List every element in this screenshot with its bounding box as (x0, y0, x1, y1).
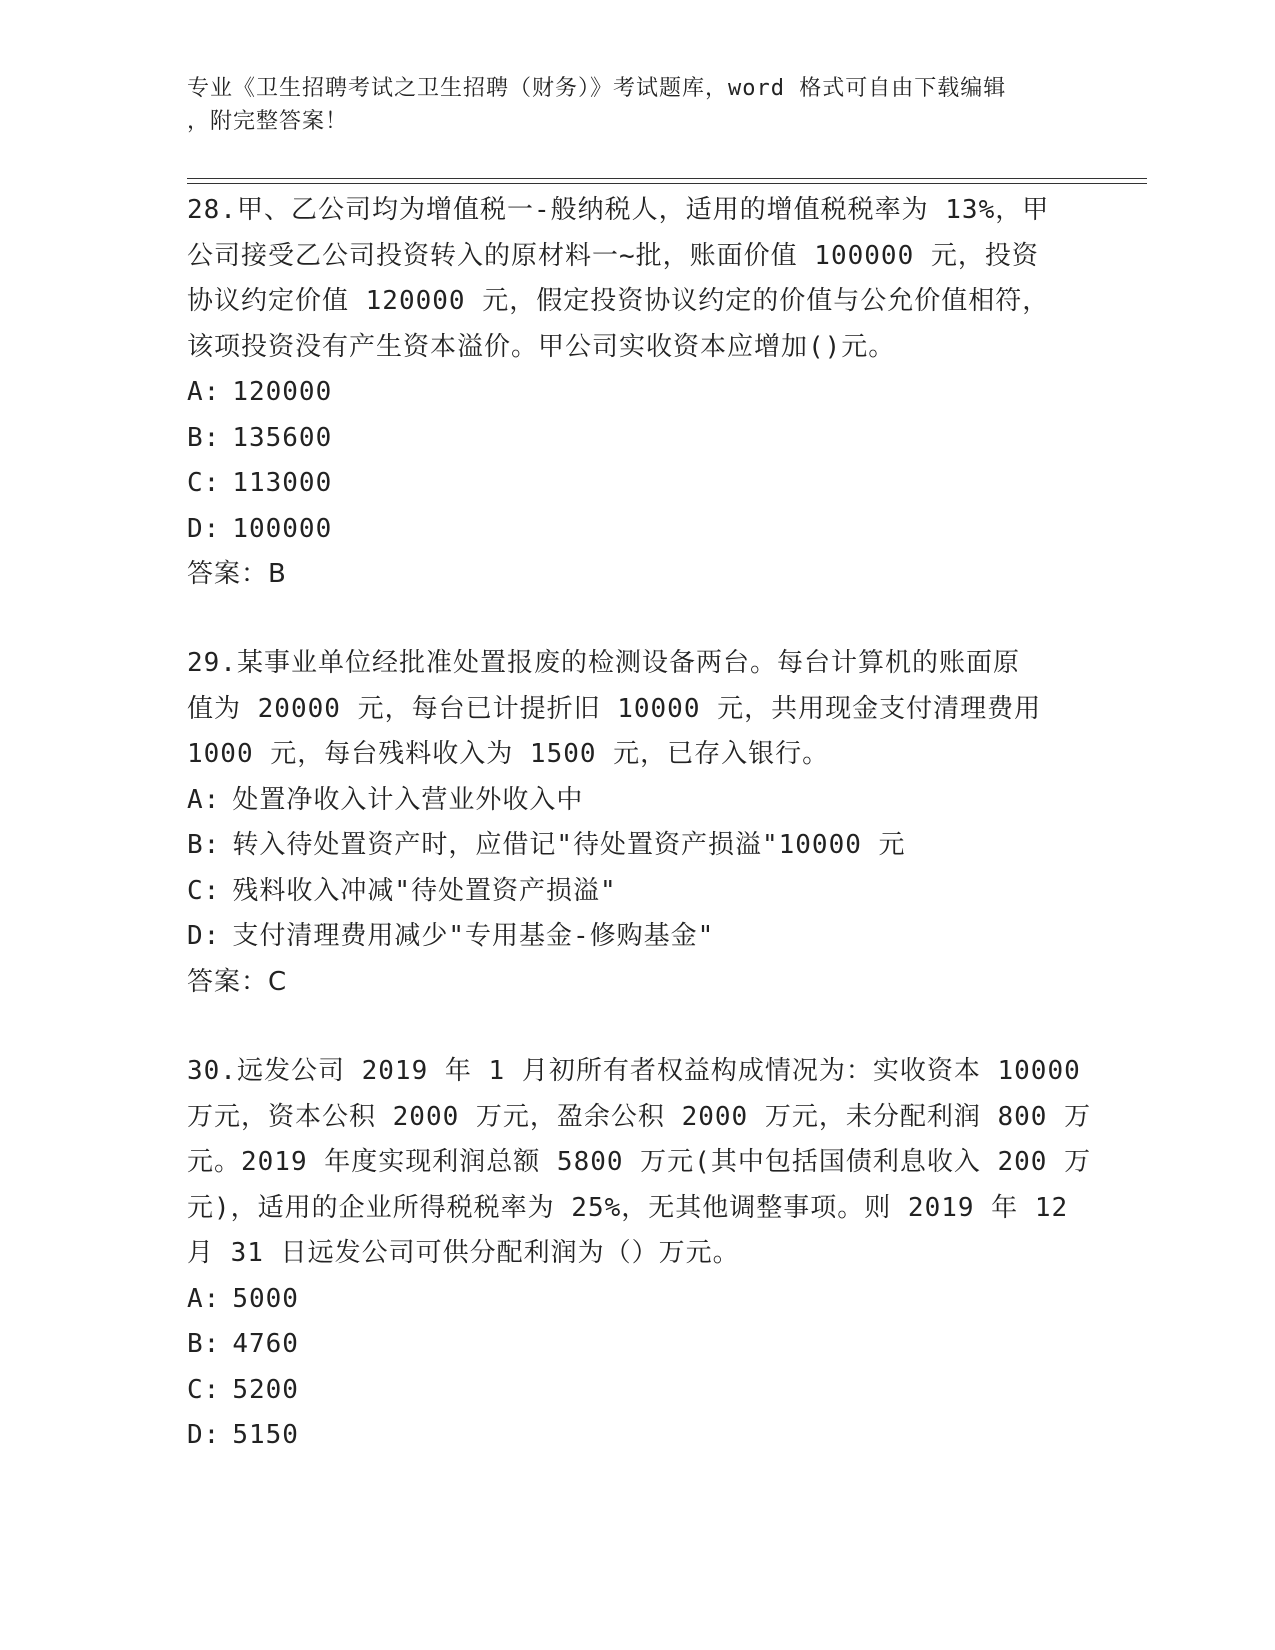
option-text: 5150 (232, 1420, 299, 1450)
question-stem (187, 641, 1087, 778)
option-c (187, 1368, 1087, 1414)
option-d (187, 1413, 1087, 1459)
option-d (187, 507, 1087, 553)
option-text: 5200 (232, 1374, 299, 1405)
option-b (187, 1322, 1087, 1368)
option-text: 100000 (232, 513, 333, 544)
stem-line: 元。2019 年度实现利润总额 5800 万元(其中包括国债利息收入 200 万 (187, 1147, 1092, 1177)
document-header (187, 72, 1067, 138)
option-text: 支付清理费用减少"专用基金-修购基金" (232, 921, 715, 951)
option-text: 4760 (232, 1329, 299, 1359)
option-a (187, 370, 1087, 416)
option-text: 处置净收入计入营业外收入中 (232, 784, 584, 815)
option-letter: A: (187, 1283, 221, 1314)
option-b (187, 416, 1087, 462)
option-text: 113000 (232, 468, 333, 498)
stem-line: 元)，适用的企业所得税税率为 25%，无其他调整事项。则 2019 年 12 (187, 1192, 1069, 1223)
question-29 (187, 641, 1087, 1005)
question-30 (187, 1049, 1092, 1459)
answer-line: 答案：B (187, 559, 287, 589)
stem-line: 30.远发公司 2019 年 1 月初所有者权益构成情况为：实收资本 10000 (187, 1056, 1081, 1086)
option-letter: D: (187, 513, 221, 544)
header-divider-bottom (187, 183, 1147, 184)
option-letter: C: (187, 468, 221, 498)
stem-line: 该项投资没有产生资本溢价。甲公司实收资本应增加()元。 (187, 331, 896, 362)
stem-line: 万元，资本公积 2000 万元，盈余公积 2000 万元，未分配利润 800 万 (187, 1101, 1092, 1132)
option-c (187, 461, 1087, 507)
question-stem (187, 1049, 1092, 1277)
stem-line: 协议约定价值 120000 元，假定投资协议约定的价值与公允价值相符， (187, 286, 1050, 316)
stem-line: 1000 元，每台残料收入为 1500 元，已存入银行。 (187, 739, 830, 769)
header-divider-top (187, 178, 1147, 179)
option-d (187, 914, 1087, 960)
question-28 (187, 188, 1087, 598)
question-stem (187, 188, 1087, 370)
option-letter: A: (187, 784, 221, 815)
option-c (187, 869, 1087, 915)
option-text: 135600 (232, 422, 333, 453)
option-letter: B: (187, 830, 221, 860)
option-letter: D: (187, 921, 221, 951)
stem-line: 月 31 日远发公司可供分配利润为（）万元。 (187, 1238, 740, 1268)
option-letter: B: (187, 422, 221, 453)
option-letter: C: (187, 875, 221, 906)
stem-line: 值为 20000 元，每台已计提折旧 10000 元，共用现金支付清理费用 (187, 693, 1042, 724)
option-letter: B: (187, 1329, 221, 1359)
option-a (187, 1277, 1087, 1323)
option-text: 120000 (232, 377, 333, 407)
stem-line: 公司接受乙公司投资转入的原材料一~批，账面价值 100000 元，投资 (187, 240, 1039, 271)
option-text: 5000 (232, 1283, 299, 1314)
option-b (187, 823, 1087, 869)
header-line-1: 专业《卫生招聘考试之卫生招聘（财务）》考试题库，word 格式可自由下载编辑 (187, 76, 1007, 101)
option-letter: C: (187, 1374, 221, 1405)
option-a (187, 778, 1087, 824)
header-line-2: ，附完整答案！ (187, 109, 349, 134)
stem-line: 29.某事业单位经批准处置报废的检测设备两台。每台计算机的账面原 (187, 648, 1020, 678)
answer-line: 答案：C (187, 966, 288, 997)
option-letter: D: (187, 1420, 221, 1450)
stem-line: 28.甲、乙公司均为增值税一-般纳税人，适用的增值税税率为 13%，甲 (187, 195, 1050, 225)
option-letter: A: (187, 377, 221, 407)
option-text: 转入待处置资产时，应借记"待处置资产损溢"10000 元 (232, 830, 906, 860)
option-text: 残料收入冲减"待处置资产损溢" (232, 875, 617, 906)
